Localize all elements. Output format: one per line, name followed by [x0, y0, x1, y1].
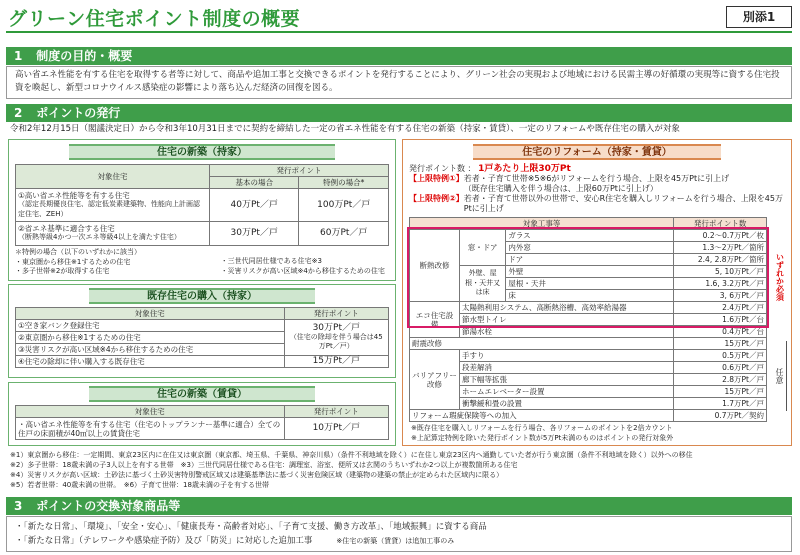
note-line: ※上記算定特例を除いた発行ポイント数が5万Pt未満のものはポイントの発行対象外	[411, 433, 674, 442]
section-1-header	[6, 47, 792, 65]
table-row: 衝撃緩和畳の設置	[459, 398, 673, 410]
row-points: 1.6, 3.2万Pt／戸	[674, 278, 767, 290]
table-row	[16, 189, 210, 222]
section-3-header	[6, 497, 792, 515]
table-row: ガラス	[506, 230, 674, 242]
row-points: 2.4, 2.8万Pt／箇所	[674, 254, 767, 266]
new-own-col-target: 対象住宅	[16, 165, 210, 189]
new-own-notes-left	[15, 248, 221, 277]
row-points: 2.8万Pt／戸	[674, 374, 767, 386]
special-1-text: 若者・子育て世帯※5※6がリフォームを行う場合、上限を45万Ptに引上げ	[463, 174, 730, 183]
existing-title: 既存住宅の購入（持家）	[89, 288, 315, 304]
row-points: 0.6万Pt／戸	[674, 362, 767, 374]
page-title: グリーン住宅ポイント制度の概要	[8, 8, 301, 30]
section-3-body	[6, 516, 792, 552]
existing-col-points: 発行ポイント	[284, 308, 388, 320]
reform-col-points: 発行ポイント数	[674, 218, 767, 230]
ext-label: 外壁、屋根・天井又は床	[459, 266, 505, 302]
row-base: 40万Pt／戸	[209, 189, 299, 222]
quake-points: 15万Pt／戸	[674, 338, 767, 350]
special-2-label: 【上限特例②】	[409, 194, 464, 203]
new-rent-col-target: 対象住宅	[16, 406, 285, 418]
row-special: 60万Pt／戸	[299, 222, 389, 246]
footnote: ※1）東京圏から移住：一定期間、東京23区内に在住又は東京圏（東京都、埼玉県、千葉県、神奈川県）（条件不利地域を除く）に在住し東京23区内へ通勤していた者が行う東京圏（条件不利地域を除く）以外への移住	[10, 451, 693, 459]
special-1-sub: （既存住宅購入を伴う場合は、上限60万Ptに引上げ）	[463, 184, 658, 193]
table-row: 段差解消	[459, 362, 673, 374]
table-row: 手すり	[459, 350, 673, 362]
row-points: 15万Pt／戸	[674, 386, 767, 398]
insurance-points: 0.7万Pt／契約	[674, 410, 767, 422]
reform-points-line	[409, 164, 785, 174]
row-note: （断熱等級4かつ一次エネ等級4以上を満たす住宅）	[18, 233, 181, 242]
reform-table-wrap	[409, 217, 785, 422]
new-rent-col-points: 発行ポイント	[284, 406, 388, 418]
special-2	[409, 194, 785, 214]
section-2-title: ポイントの発行	[36, 106, 121, 120]
section-1-title: 制度の目的・概要	[36, 49, 133, 63]
note-line: ・東京圏から移住※1するための住宅	[15, 257, 131, 266]
new-own-table	[15, 164, 389, 246]
table-row: ・高い省エネ性能等を有する住宅（住宅のトップランナー基準に適合）全ての住戸の床面積が40㎡以上の賃貸住宅	[16, 418, 285, 440]
reform-points-label: 発行ポイント数 ：	[409, 164, 476, 173]
table-row: 廊下幅等拡張	[459, 374, 673, 386]
note-line: ・三世代同居仕様である住宅※3	[220, 257, 323, 265]
row-base: 30万Pt／戸	[209, 222, 299, 246]
table-row	[16, 222, 210, 246]
section-2-number: 2	[14, 106, 23, 120]
existing-panel	[8, 284, 396, 378]
table-row: ④住宅の除却に伴い購入する既存住宅	[16, 356, 285, 368]
row-points: 0.4万Pt／台	[674, 326, 767, 338]
section-3-line-1: ・「新たな日常」、「環境」、「安全・安心」、「健康長寿・高齢者対応」、「子育て支援、働き方改革」、「地域振興」に資する商品	[15, 522, 487, 532]
row-target: ①高い省エネ性能等を有する住宅	[18, 191, 130, 200]
reform-panel	[402, 139, 792, 446]
row-special: 100万Pt／戸	[299, 189, 389, 222]
quake-label: 耐震改修	[410, 338, 674, 350]
row-note: （認定長期優良住宅、認定低炭素建築物、性能向上計画認定住宅、ZEH）	[18, 200, 200, 218]
section-1-number: 1	[14, 49, 23, 63]
existing-points-main: 30万Pt／戸	[312, 322, 360, 333]
existing-points-last: 15万Pt／戸	[284, 356, 388, 368]
table-row: 床	[506, 290, 674, 302]
table-row: ホームエレベーター設置	[459, 386, 673, 398]
section-1-body: 高い省エネ性能を有する住宅を取得する者等に対して、商品や追加工事と交換できるポイントを発行することにより、グリーン社会の実現および地域における民需主導の好循環の実現等に資する住宅投資を喚起し、新型コロナウイルス感染症の影響により落ち込んだ経済の回復を図る。	[6, 66, 792, 99]
section-3-number: 3	[14, 499, 23, 513]
insurance-label: リフォーム瑕疵保険等への加入	[410, 410, 674, 422]
barrier-label: バリアフリー改修	[410, 350, 460, 410]
footnote: ※5）若者世帯：40歳未満の世帯。 ※6）子育て世帯：18歳未満の子を有する世帯	[10, 481, 269, 489]
footnotes	[10, 450, 790, 490]
table-row: 外壁	[506, 266, 674, 278]
table-row: 節湯水栓	[459, 326, 673, 338]
new-own-panel	[8, 139, 396, 281]
optional-label: 任意	[773, 341, 787, 411]
special-1	[409, 174, 785, 194]
new-own-col-points: 発行ポイント	[209, 165, 388, 177]
mandatory-highlight	[407, 227, 769, 328]
row-target: ②省エネ基準に適合する住宅	[18, 224, 115, 234]
table-row: ①空き家バンク登録住宅	[16, 320, 285, 332]
row-points: 5, 10万Pt／戸	[674, 266, 767, 278]
reform-col-work: 対象工事等	[410, 218, 674, 230]
section-2-header	[6, 104, 792, 122]
reform-title: 住宅のリフォーム（持家・賃貸）	[473, 144, 721, 160]
new-rent-panel	[8, 382, 396, 446]
note-line: ＊特例の場合（以下のいずれかに該当）	[15, 248, 141, 256]
insulation-label: 断熱改修	[410, 230, 460, 302]
table-row: ②東京圏から移住※1するための住宅	[16, 332, 285, 344]
reform-notes	[403, 422, 791, 445]
section-3-title: ポイントの交換対象商品等	[36, 499, 181, 513]
eco-label: エコ住宅設備	[410, 302, 460, 338]
new-rent-points: 10万Pt／戸	[284, 418, 388, 440]
section-3-line-2: ・「新たな日常」（テレワークや感染症予防）及び「防災」に対応した追加工事	[15, 536, 313, 546]
new-own-col-base: 基本の場合	[209, 177, 299, 189]
new-own-notes-right	[221, 248, 389, 277]
annex-label: 別添1	[726, 6, 792, 28]
note-line: ・多子世帯※2が取得する住宅	[15, 267, 110, 275]
table-row: ③災害リスクが高い区域※4から移住するための住宅	[16, 344, 285, 356]
mandatory-label: いずれか必須	[775, 253, 785, 301]
row-points: 2.4万Pt／戸	[674, 302, 767, 314]
table-row: 太陽熱利用システム、高断熱浴槽、高効率給湯器	[459, 302, 673, 314]
section-2-intro: 令和2年12月15日（閣議決定日）から令和3年10月31日までに契約を締結した一定の省エネ性能を有する住宅の新築（持家・賃貸）、一定のリフォームや既存住宅の購入が対象	[10, 124, 680, 134]
window-door-label: 窓・ドア	[459, 230, 505, 266]
row-points: 3, 6万Pt／戸	[674, 290, 767, 302]
note-line: ・災害リスクが高い区域※4から移住するための住宅	[220, 266, 385, 275]
reform-points-value: 1戸あたり上限30万Pt	[478, 164, 571, 174]
new-own-col-special: 特例の場合*	[299, 177, 389, 189]
footnote: ※4）災害リスクが高い区域：土砂法に基づく土砂災害特別警戒区域又は建築基準法に基づく災害危険区域（建築物の建築の禁止が定められた区域内に限る）	[10, 471, 504, 479]
special-2-text: 若者・子育て世帯以外の世帯で、安心R住宅を購入しリフォームを行う場合、上限を45万Ptに引上げ	[463, 194, 783, 213]
note-line: ※既存住宅を購入しリフォームを行う場合、各リフォームのポイントを2倍カウント	[411, 424, 673, 432]
table-row: 屋根・天井	[506, 278, 674, 290]
section-3-note: ※住宅の新築（賃貸）は追加工事のみ	[336, 537, 455, 545]
table-row: ドア	[506, 254, 674, 266]
existing-points-note: （住宅の除却を伴う場合は45万Pt／戸）	[289, 332, 383, 350]
footnote: ※2）多子世帯：18歳未満の子3人以上を有する世帯 ※3）三世代同居仕様である住宅：調理室、浴室、便所又は玄関のうちいずれか2つ以上が複数箇所ある住宅	[10, 461, 518, 469]
row-points: 1.7万Pt／戸	[674, 398, 767, 410]
table-row: 節水型トイレ	[459, 314, 673, 326]
existing-table	[15, 307, 389, 368]
existing-col-target: 対象住宅	[16, 308, 285, 320]
table-row: 内外窓	[506, 242, 674, 254]
new-rent-title: 住宅の新築（賃貸）	[89, 386, 315, 402]
existing-points-cell	[284, 320, 388, 356]
new-rent-table	[15, 405, 389, 440]
special-1-label: 【上限特例①】	[409, 174, 464, 183]
row-points: 0.2〜0.7万Pt／枚	[674, 230, 767, 242]
row-points: 0.5万Pt／戸	[674, 350, 767, 362]
new-own-title: 住宅の新築（持家）	[69, 144, 335, 160]
row-points: 1.6万Pt／台	[674, 314, 767, 326]
title-underline	[6, 31, 792, 33]
row-points: 1.3〜2万Pt／箇所	[674, 242, 767, 254]
